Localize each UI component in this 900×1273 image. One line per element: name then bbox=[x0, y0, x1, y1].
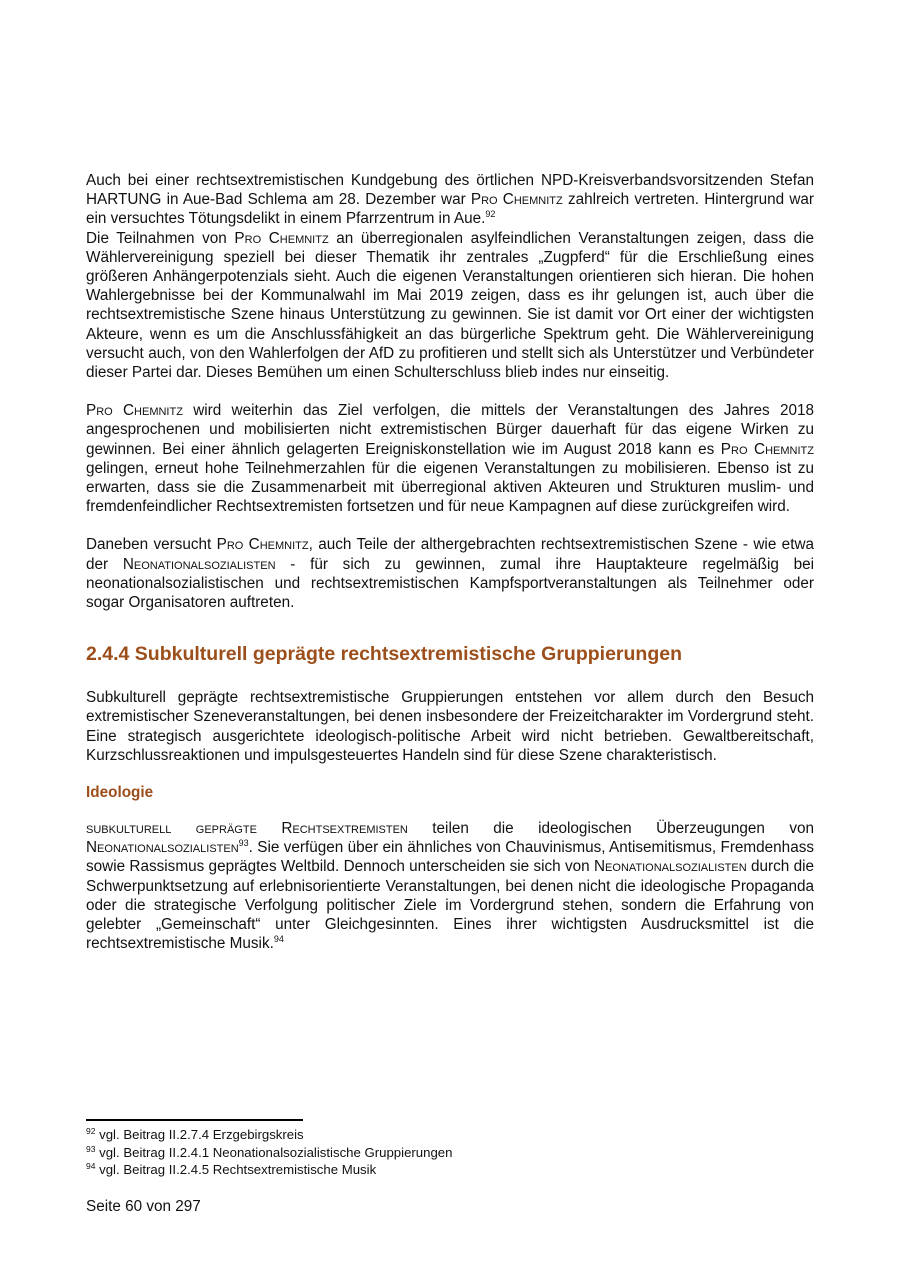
subheading-ideologie: Ideologie bbox=[86, 784, 154, 802]
org-name: Pro Chemnitz bbox=[234, 229, 329, 247]
org-name: Pro Chemnitz bbox=[720, 440, 814, 458]
term-subkulturell: subkulturell geprägte Rechtsextremisten bbox=[86, 820, 408, 838]
footnote-ref[interactable]: 93 bbox=[238, 838, 249, 849]
document-body bbox=[86, 171, 814, 954]
paragraph-teilnahmen: Die Teilnahmen von Pro Chemnitz an überregionalen asylfeindlichen Veranstaltungen zeigen, dass die Wählervereinigung speziell bei dieser Thematik ihr zentrales „Zugpferd“ für die Erschließung eines größeren Anhängerpotenzials sieht. Auch die eigenen Veranstaltungen orientieren sich hieran. Die hohen Wahlergebnisse bei der Kommunalwahl im Mai 2019 zeigen, dass es ihr gelungen ist, auch über die rechtsextremistische Szene hinaus Unterstützung zu gewinnen. Sie ist damit vor Ort einer der wichtigsten Akteure, wenn es um die Anschlussfähigkeit an das bürgerliche Spektrum geht. Die Wählervereinigung versucht auch, von den Wahlerfolgen der AfD zu profitieren und stellt sich als Unterstützer und Verbündeter dieser Partei dar. Dieses Bemühen um einen Schulterschluss blieb indes nur einseitig. bbox=[86, 229, 814, 382]
org-name: Pro Chemnitz bbox=[470, 191, 563, 209]
footnote-item: $^{92}$ vgl. Beitrag II.2.7.4 Erzgebirgskreis bbox=[86, 1126, 304, 1142]
page-number: Seite 60 von 297 bbox=[86, 1198, 201, 1215]
section-heading: 2.4.4 Subkulturell geprägte rechtsextremistische Gruppierungen bbox=[86, 643, 683, 666]
term-neonazis: Neonationalsozialisten bbox=[122, 555, 276, 573]
paragraph-ziel: Pro Chemnitz wird weiterhin das Ziel verfolgen, die mittels der Veranstaltungen des Jahres 2018 angesprochenen und mobilisierten nicht extremistischen Bürger dauerhaft für das eigene Wirken zu gewinnen. Bei einer ähnlich gelagerten Ereigniskonstellation wie im August 2018 kann es Pro Chemnitz gelingen, erneut hohe Teilnehmerzahlen für die eigenen Veranstaltungen zu mobilisieren. Ebenso ist zu erwarten, dass sie die Zusammenarbeit mit überregional aktiven Akteuren und Strukturen muslim- und fremdenfeindlicher Rechtsextremisten fortsetzen und für neue Kampagnen auf diese zurückgreifen wird. bbox=[86, 402, 814, 516]
footnote-ref[interactable]: 92 bbox=[485, 209, 496, 220]
paragraph-daneben: Daneben versucht Pro Chemnitz, auch Teile der althergebrachten rechtsextremistischen Szene - wie etwa der Neonationalsozialisten - für sich zu gewinnen, zumal ihre Hauptakteure regelmäßig bei neonationalsozialistischen und rechtsextremistischen Kampfsportveranstaltungen als Teilnehmer oder sogar Organisatoren auftreten. bbox=[86, 536, 815, 612]
footnote-item: $^{93}$ vgl. Beitrag II.2.4.1 Neonationalsozialistische Gruppierungen bbox=[86, 1143, 453, 1160]
footnotes bbox=[86, 1126, 814, 1179]
section-intro: Subkulturell geprägte rechtsextremistische Gruppierungen entstehen vor allem durch den Besuch extremistischer Szeneveranstaltungen, bei denen insbesondere der Freizeitcharakter im Vordergrund steht. Eine strategisch ausgerichtete ideologisch-politische Arbeit wird nicht betrieben. Gewaltbereitschaft, Kurzschlussreaktionen und impulsgesteuertes Handeln sind für diese Szene charakteristisch. bbox=[86, 689, 814, 764]
footnote-ref[interactable]: 94 bbox=[273, 934, 284, 945]
footnote-divider bbox=[86, 1119, 303, 1121]
term-neonazis: Neonationalsozialisten bbox=[594, 858, 747, 876]
paragraph-kundgebung: Auch bei einer rechtsextremistischen Kundgebung des örtlichen NPD-Kreisverbandsvorsitzenden Stefan HARTUNG in Aue-Bad Schlema am 28. Dezember war Pro Chemnitz zahlreich vertreten. Hintergrund war ein versuchtes Tötungsdelikt in einem Pfarrzentrum in Aue.$^{92}$ bbox=[86, 172, 814, 228]
term-neonazis: Neonationalsozialisten bbox=[86, 839, 239, 857]
org-name: Pro Chemnitz bbox=[216, 536, 309, 554]
footnote-item: $^{94}$ vgl. Beitrag II.2.4.5 Rechtsextremistische Musik bbox=[86, 1161, 377, 1177]
org-name: Pro Chemnitz bbox=[86, 402, 183, 420]
paragraph-ideologie: subkulturell geprägte Rechtsextremisten teilen die ideologischen Überzeugungen von Neonationalsozialisten$^{93}$. Sie verfügen über ein ähnliches von Chauvinismus, Antisemitismus, Fremdenhass sowie Rassismus geprägtes Weltbild. Dennoch unterscheiden sie sich von Neonationalsozialisten durch die Schwerpunktsetzung auf erlebnisorientierte Veranstaltungen, bei denen nicht die ideologische Propaganda oder die strategische Verfolgung politischer Ziele im Vordergrund stehen, sondern die Erfahrung von gelebter „Gemeinschaft“ unter Gleichgesinnten. Eines ihrer wichtigsten Ausdrucksmittel ist die rechtsextremistische Musik.$^{94}$ bbox=[86, 820, 815, 953]
